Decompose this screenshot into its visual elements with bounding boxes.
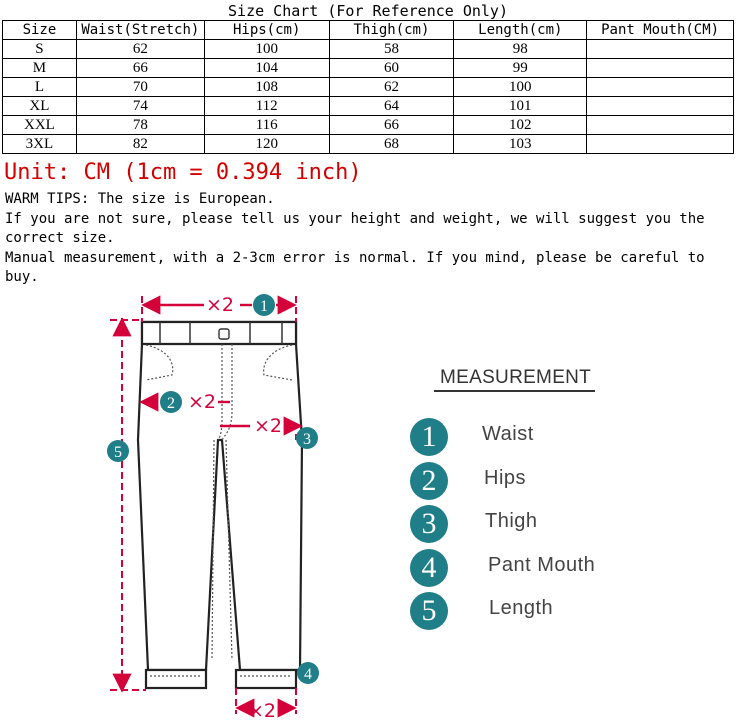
legend-number: 4 xyxy=(410,549,448,587)
length-cell: 101 xyxy=(454,97,587,116)
pant-mouth-cell xyxy=(587,135,734,154)
multiplier-label: ×2 xyxy=(254,415,283,437)
size-table xyxy=(2,20,734,154)
column-header-hips: Hips(cm) xyxy=(204,21,329,40)
size-cell: S xyxy=(3,40,77,59)
length-cell: 99 xyxy=(454,59,587,78)
hips-cell: 100 xyxy=(204,40,329,59)
table-row xyxy=(3,97,734,116)
tip-line: If you are not sure, please tell us your height and weight, we will suggest you the correct size. xyxy=(5,210,714,246)
column-header-thigh: Thigh(cm) xyxy=(329,21,454,40)
marker-label: 1 xyxy=(260,298,268,315)
pant-mouth-cell xyxy=(587,116,734,135)
column-header-waist: Waist(Stretch) xyxy=(76,21,204,40)
size-cell: 3XL xyxy=(3,135,77,154)
legend-title: MEASUREMENT xyxy=(434,367,595,392)
length-cell: 100 xyxy=(454,78,587,97)
length-cell: 98 xyxy=(454,40,587,59)
hips-cell: 104 xyxy=(204,59,329,78)
size-cell: XL xyxy=(3,97,77,116)
legend-number: 2 xyxy=(410,462,448,500)
thigh-cell: 66 xyxy=(329,116,454,135)
waist-cell: 74 xyxy=(76,97,204,116)
legend-number: 5 xyxy=(410,592,448,630)
pant-mouth-cell xyxy=(587,78,734,97)
column-header-length: Length(cm) xyxy=(454,21,587,40)
waist-cell: 82 xyxy=(76,135,204,154)
multiplier-label: ×2 xyxy=(188,391,217,413)
size-cell: XXL xyxy=(3,116,77,135)
hips-cell: 108 xyxy=(204,78,329,97)
tips-block xyxy=(5,190,733,288)
table-row xyxy=(3,135,734,154)
button-icon xyxy=(219,329,229,339)
chart-title: Size Chart (For Reference Only) xyxy=(228,2,508,20)
marker-label: 5 xyxy=(114,444,122,461)
length-cell: 103 xyxy=(454,135,587,154)
marker-label: 2 xyxy=(167,395,175,412)
waist-cell: 78 xyxy=(76,116,204,135)
legend-label: Hips xyxy=(484,467,527,489)
legend-label: Length xyxy=(489,597,554,619)
table-row xyxy=(3,59,734,78)
pant-mouth-cell xyxy=(587,97,734,116)
legend-label: Pant Mouth xyxy=(488,554,596,576)
legend-label: Thigh xyxy=(485,510,538,532)
size-cell: L xyxy=(3,78,77,97)
hips-cell: 120 xyxy=(204,135,329,154)
pants-outline xyxy=(138,322,302,688)
marker-label: 4 xyxy=(304,666,312,683)
tip-line: Manual measurement, with a 2-3cm error is normal. If you mind, please be careful to buy. xyxy=(5,249,714,285)
marker-label: 3 xyxy=(303,431,311,448)
thigh-cell: 68 xyxy=(329,135,454,154)
column-header-size: Size xyxy=(3,21,77,40)
thigh-cell: 64 xyxy=(329,97,454,116)
multiplier-label: ×2 xyxy=(206,294,235,316)
unit-note: Unit: CM (1cm = 0.394 inch) xyxy=(4,160,362,185)
legend-number: 3 xyxy=(410,505,448,543)
tip-line: WARM TIPS: The size is European. xyxy=(5,191,275,207)
thigh-cell: 62 xyxy=(329,78,454,97)
length-cell: 102 xyxy=(454,116,587,135)
waist-cell: 62 xyxy=(76,40,204,59)
thigh-cell: 58 xyxy=(329,40,454,59)
hips-cell: 116 xyxy=(204,116,329,135)
column-header-pant-mouth: Pant Mouth(CM) xyxy=(587,21,734,40)
waist-cell: 66 xyxy=(76,59,204,78)
hips-cell: 112 xyxy=(204,97,329,116)
pants-diagram xyxy=(100,288,330,724)
table-row xyxy=(3,40,734,59)
pant-mouth-cell xyxy=(587,40,734,59)
legend-label: Waist xyxy=(482,423,534,445)
legend-number: 1 xyxy=(410,418,448,456)
table-row xyxy=(3,116,734,135)
pant-mouth-cell xyxy=(587,59,734,78)
table-row xyxy=(3,78,734,97)
waist-cell: 70 xyxy=(76,78,204,97)
multiplier-label: ×2 xyxy=(248,700,277,722)
size-cell: M xyxy=(3,59,77,78)
table-header-row xyxy=(3,21,734,40)
thigh-cell: 60 xyxy=(329,59,454,78)
